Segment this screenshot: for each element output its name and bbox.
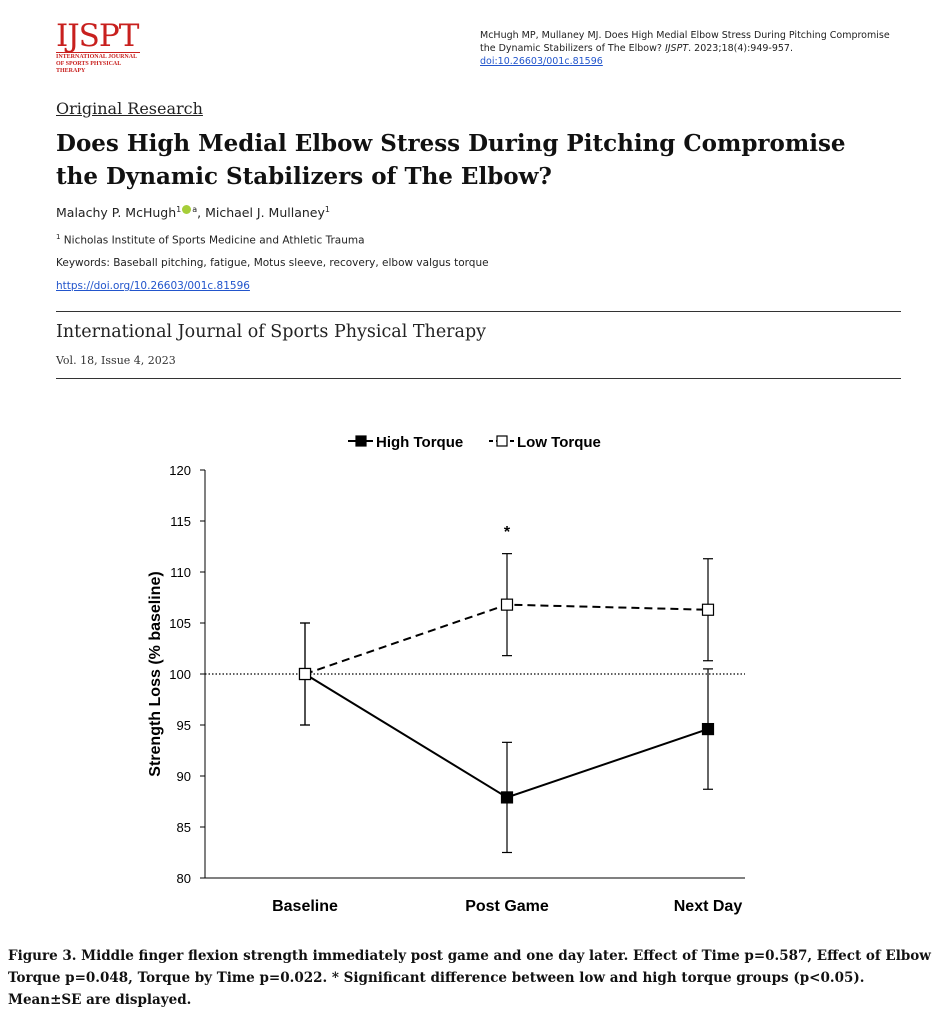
y-tick-label: 110	[170, 565, 191, 580]
divider-top	[56, 311, 901, 312]
citation-title-end: the Dynamic Stabilizers of The Elbow?	[480, 43, 665, 54]
article-title: Does High Medial Elbow Stress During Pitching Compromise the Dynamic Stabilizers of The Elbow?	[56, 130, 846, 190]
y-tick-label: 85	[176, 820, 191, 835]
y-axis	[147, 463, 205, 886]
keywords: Keywords: Baseball pitching, fatigue, Motus sleeve, recovery, elbow valgus torque	[56, 257, 489, 269]
legend-label: High Torque	[376, 434, 464, 451]
author-2: , Michael J. Mullaney	[197, 205, 325, 221]
legend-item	[489, 434, 601, 451]
data-point	[300, 669, 311, 680]
legend-item	[348, 434, 463, 451]
figure-3-chart	[0, 420, 948, 930]
y-tick-label: 115	[170, 514, 191, 529]
y-tick-label: 90	[176, 769, 191, 784]
affiliation	[56, 233, 365, 247]
legend-marker	[497, 436, 507, 446]
citation-doi-link[interactable]: doi:10.26603/001c.81596	[480, 56, 603, 67]
citation-line2	[480, 42, 920, 55]
citation-year-vol: . 2023;18(4):949-957.	[688, 43, 794, 54]
citation-journal: IJSPT	[664, 43, 689, 54]
section-label: Original Research	[56, 99, 203, 118]
affiliation-text: Nicholas Institute of Sports Medicine and Athletic Trauma	[60, 234, 365, 247]
legend-marker	[356, 436, 366, 446]
affiliation-number: 1	[56, 233, 61, 241]
x-tick-label: Post Game	[465, 898, 549, 915]
data-point	[703, 724, 714, 735]
figure-caption: Figure 3. Middle finger flexion strength immediately post game and one day later. Effect of Time p=0.587, Effect of Elbow Torque p=0.048, Torque by Time p=0.022. * Significant difference between low and high torque groups (p<0.05). Mean±SE are displayed.	[8, 948, 931, 1008]
citation-block	[480, 29, 920, 68]
author-2-affiliation: 1	[324, 205, 330, 214]
author-list	[56, 205, 330, 220]
data-point	[502, 792, 513, 803]
journal-logo	[56, 20, 146, 75]
author-1-affiliation: 1	[176, 205, 182, 214]
chart-legend	[348, 434, 601, 451]
y-tick-label: 100	[169, 667, 191, 682]
logo-subtitle: INTERNATIONAL JOURNAL OF SPORTS PHYSICAL THERAPY	[56, 52, 140, 75]
citation-line1: McHugh MP, Mullaney MJ. Does High Medial Elbow Stress During Pitching Compromise	[480, 30, 890, 41]
y-tick-label: 95	[176, 718, 191, 733]
legend-label: Low Torque	[517, 434, 601, 451]
author-1-note: a	[192, 205, 198, 214]
author-1: Malachy P. McHugh	[56, 205, 177, 221]
logo-wordmark: IJSPT	[56, 18, 139, 54]
y-tick-label: 120	[169, 463, 191, 478]
y-axis-label: Strength Loss (% baseline)	[147, 571, 164, 777]
journal-volume: Vol. 18, Issue 4, 2023	[56, 354, 176, 367]
divider-bottom	[56, 378, 901, 379]
y-tick-label: 80	[176, 871, 191, 886]
y-tick-label: 105	[169, 616, 191, 631]
doi-link[interactable]: https://doi.org/10.26603/001c.81596	[56, 280, 250, 292]
series-low-torque	[300, 554, 714, 725]
data-point	[703, 604, 714, 615]
orcid-icon[interactable]	[182, 205, 191, 214]
series-high-torque	[300, 623, 714, 853]
significance-marker: *	[503, 524, 511, 541]
x-tick-label: Baseline	[272, 898, 338, 915]
data-point	[502, 599, 513, 610]
plot-area	[300, 524, 714, 853]
x-tick-label: Next Day	[673, 898, 743, 915]
x-axis	[205, 878, 745, 915]
journal-name: International Journal of Sports Physical Therapy	[56, 322, 487, 342]
